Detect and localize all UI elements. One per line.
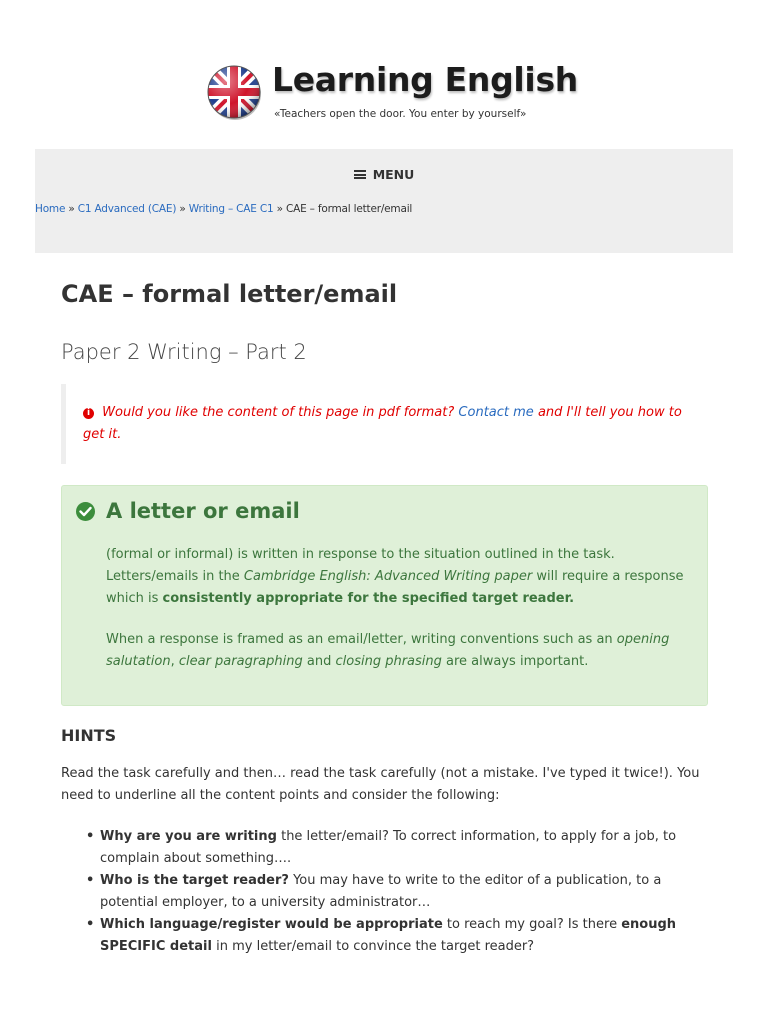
check-circle-icon xyxy=(76,502,95,521)
breadcrumb-writing[interactable]: Writing – CAE C1 xyxy=(188,203,274,215)
list-item-text: the letter/email? To correct information, to apply for a job, to complain about something…. xyxy=(100,829,677,866)
callout-emphasis: opening salutation xyxy=(106,632,670,669)
breadcrumb-separator: » xyxy=(179,203,186,215)
callout-emphasis: clear paragraphing xyxy=(178,654,303,669)
pdf-offer-note xyxy=(61,384,708,464)
list-item-strong: Why are you are writing xyxy=(100,829,277,844)
callout-text: When a response is framed as an email/letter, writing conventions such as an xyxy=(106,632,613,647)
list-item xyxy=(82,826,712,870)
callout-emphasis: closing phrasing xyxy=(335,654,442,669)
breadcrumb-c1-advanced[interactable]: C1 Advanced (CAE) xyxy=(77,203,177,215)
list-item-text: in my letter/email to convince the target reader? xyxy=(216,939,535,954)
hints-list xyxy=(82,826,712,958)
callout-strong: consistently appropriate for the specified target reader. xyxy=(162,591,575,606)
site-title[interactable]: Learning English xyxy=(272,60,578,99)
callout-text: will require a response which is xyxy=(106,569,684,606)
callout-text: and xyxy=(306,654,332,669)
contact-me-link[interactable]: Contact me xyxy=(458,405,534,420)
callout-body xyxy=(106,544,696,673)
page-subtitle: Paper 2 Writing – Part 2 xyxy=(61,340,307,364)
menu-bar xyxy=(35,149,733,253)
hamburger-icon xyxy=(354,170,366,179)
menu-label: MENU xyxy=(372,167,415,182)
list-item xyxy=(82,914,712,958)
list-item-text: to reach my goal? Is there xyxy=(446,917,618,932)
page-title: CAE – formal letter/email xyxy=(61,280,398,308)
callout-heading: A letter or email xyxy=(106,499,300,523)
breadcrumb xyxy=(35,203,412,215)
callout-text: , xyxy=(170,654,175,669)
site-tagline: «Teachers open the door. You enter by yourself» xyxy=(274,108,527,120)
callout-text: are always important. xyxy=(446,654,589,669)
uk-flag-globe-icon xyxy=(206,64,262,120)
breadcrumb-separator: » xyxy=(276,203,283,215)
pdf-note-text: Would you like the content of this page in pdf format? xyxy=(102,405,455,420)
list-item-strong: Which language/register would be appropriate xyxy=(100,917,443,932)
menu-toggle-button[interactable] xyxy=(35,167,733,182)
breadcrumb-current: CAE – formal letter/email xyxy=(286,203,413,215)
breadcrumb-separator: » xyxy=(68,203,75,215)
breadcrumb-home[interactable]: Home xyxy=(35,203,66,215)
callout-text: (formal or informal) is written in response to the situation outlined in the task. Letters/emails in the xyxy=(106,547,615,584)
list-item-strong: enough SPECIFIC detail xyxy=(100,917,677,954)
letter-email-callout xyxy=(61,485,708,706)
info-circle-icon: i xyxy=(83,408,94,419)
list-item xyxy=(82,870,712,914)
pdf-note-text-after: and I'll tell you how to get it. xyxy=(83,405,682,442)
hints-heading: HINTS xyxy=(61,726,117,745)
site-header xyxy=(0,58,768,128)
callout-emphasis: Cambridge English: Advanced Writing paper xyxy=(243,569,533,584)
callout-paragraph-1 xyxy=(106,544,696,610)
list-item-text: You may have to write to the editor of a publication, to a potential employer, to a university administrator… xyxy=(100,873,662,910)
hints-intro: Read the task carefully and then… read the task carefully (not a mistake. I've typed it twice!). You need to underline all the content points and consider the following: xyxy=(61,766,700,803)
list-item-strong: Who is the target reader? xyxy=(100,873,289,888)
callout-paragraph-2 xyxy=(106,629,696,673)
